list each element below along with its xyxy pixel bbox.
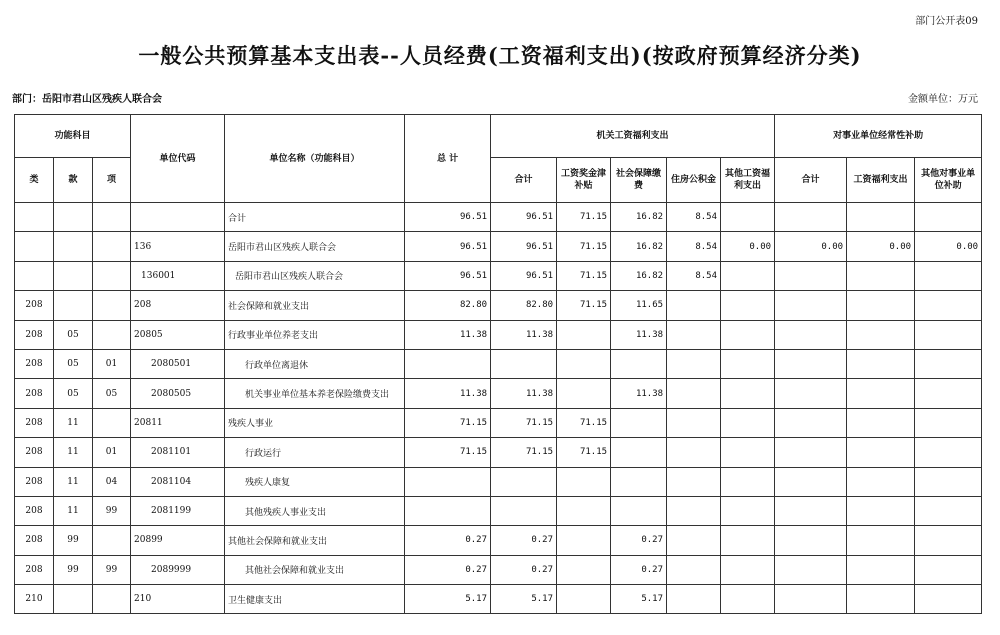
cell-pub-subtotal [775, 585, 847, 614]
cell-org-housing [667, 408, 721, 437]
cell-unit-code: 20899 [131, 526, 225, 555]
table-body [15, 203, 982, 614]
cell-pub-other [915, 379, 982, 408]
cell-xiang [93, 261, 131, 290]
cell-pub-other [915, 555, 982, 584]
cell-org-other [721, 261, 775, 290]
header-lei: 类 [15, 158, 54, 203]
cell-org-housing [667, 291, 721, 320]
cell-pub-welfare [847, 585, 915, 614]
cell-org-salary [557, 467, 611, 496]
cell-xiang [93, 408, 131, 437]
cell-unit-name: 社会保障和就业支出 [225, 291, 405, 320]
cell-org-housing: 8.54 [667, 232, 721, 261]
cell-org-subtotal: 96.51 [491, 261, 557, 290]
cell-org-salary [557, 526, 611, 555]
cell-unit-name: 残疾人康复 [225, 467, 405, 496]
cell-unit-name: 行政运行 [225, 438, 405, 467]
cell-pub-subtotal [775, 261, 847, 290]
cell-xiang: 04 [93, 467, 131, 496]
cell-org-subtotal: 96.51 [491, 232, 557, 261]
cell-pub-welfare [847, 320, 915, 349]
cell-org-salary: 71.15 [557, 291, 611, 320]
cell-xiang [93, 320, 131, 349]
cell-org-housing [667, 585, 721, 614]
table-row [15, 232, 982, 261]
table-row [15, 585, 982, 614]
cell-org-housing [667, 555, 721, 584]
cell-org-other [721, 496, 775, 525]
cell-pub-subtotal [775, 379, 847, 408]
cell-lei: 208 [15, 349, 54, 378]
header-pub-welfare: 工资福利支出 [847, 158, 915, 203]
cell-xiang: 99 [93, 555, 131, 584]
cell-org-social [611, 408, 667, 437]
cell-xiang [93, 291, 131, 320]
header-org-salary: 工资奖金津补贴 [557, 158, 611, 203]
cell-kuan [54, 261, 93, 290]
cell-pub-other [915, 408, 982, 437]
table-row [15, 203, 982, 232]
cell-org-subtotal [491, 467, 557, 496]
cell-pub-welfare [847, 467, 915, 496]
cell-org-social: 0.27 [611, 526, 667, 555]
cell-kuan [54, 291, 93, 320]
cell-total: 96.51 [405, 232, 491, 261]
cell-org-other [721, 379, 775, 408]
cell-org-social: 16.82 [611, 232, 667, 261]
cell-unit-name: 岳阳市君山区残疾人联合会 [225, 232, 405, 261]
header-func-subject: 功能科目 [15, 115, 131, 158]
cell-org-social: 16.82 [611, 261, 667, 290]
cell-org-social: 16.82 [611, 203, 667, 232]
cell-unit-name: 机关事业单位基本养老保险缴费支出 [225, 379, 405, 408]
cell-pub-other: 0.00 [915, 232, 982, 261]
department-label: 部门：岳阳市君山区残疾人联合会 [12, 94, 162, 105]
cell-pub-welfare [847, 261, 915, 290]
cell-org-salary [557, 585, 611, 614]
cell-org-housing [667, 467, 721, 496]
cell-pub-subtotal: 0.00 [775, 232, 847, 261]
cell-lei [15, 232, 54, 261]
cell-unit-name: 其他社会保障和就业支出 [225, 555, 405, 584]
cell-pub-welfare [847, 526, 915, 555]
cell-pub-other [915, 203, 982, 232]
cell-lei: 208 [15, 496, 54, 525]
cell-org-subtotal: 5.17 [491, 585, 557, 614]
cell-kuan: 05 [54, 349, 93, 378]
cell-org-other [721, 467, 775, 496]
cell-org-other [721, 438, 775, 467]
table-row [15, 467, 982, 496]
cell-lei: 208 [15, 379, 54, 408]
cell-org-subtotal: 82.80 [491, 291, 557, 320]
cell-unit-code: 2081199 [131, 496, 225, 525]
cell-org-other [721, 291, 775, 320]
cell-org-housing [667, 379, 721, 408]
cell-total: 71.15 [405, 408, 491, 437]
cell-total: 96.51 [405, 203, 491, 232]
table-row [15, 261, 982, 290]
cell-kuan: 05 [54, 320, 93, 349]
cell-org-social [611, 467, 667, 496]
cell-xiang: 01 [93, 438, 131, 467]
cell-lei: 210 [15, 585, 54, 614]
cell-xiang [93, 203, 131, 232]
cell-unit-code: 208 [131, 291, 225, 320]
cell-xiang: 05 [93, 379, 131, 408]
table-row [15, 555, 982, 584]
table-row [15, 320, 982, 349]
cell-total: 0.27 [405, 526, 491, 555]
cell-kuan: 11 [54, 496, 93, 525]
header-xiang: 项 [93, 158, 131, 203]
cell-pub-welfare: 0.00 [847, 232, 915, 261]
table-number-label: 部门公开表09 [915, 16, 978, 27]
cell-unit-code: 2089999 [131, 555, 225, 584]
table-row [15, 291, 982, 320]
cell-org-salary [557, 496, 611, 525]
cell-org-salary [557, 320, 611, 349]
cell-xiang [93, 585, 131, 614]
cell-pub-welfare [847, 203, 915, 232]
cell-pub-welfare [847, 408, 915, 437]
cell-org-other [721, 203, 775, 232]
header-unit-name: 单位名称（功能科目） [225, 115, 405, 203]
cell-pub-welfare [847, 496, 915, 525]
cell-pub-subtotal [775, 467, 847, 496]
cell-kuan: 99 [54, 526, 93, 555]
cell-xiang [93, 232, 131, 261]
cell-pub-subtotal [775, 203, 847, 232]
cell-pub-other [915, 585, 982, 614]
cell-total: 71.15 [405, 438, 491, 467]
table-row [15, 496, 982, 525]
table-row [15, 526, 982, 555]
cell-total: 96.51 [405, 261, 491, 290]
cell-org-housing [667, 496, 721, 525]
cell-org-salary [557, 349, 611, 378]
cell-unit-name: 其他社会保障和就业支出 [225, 526, 405, 555]
cell-total [405, 467, 491, 496]
cell-unit-name: 卫生健康支出 [225, 585, 405, 614]
cell-org-social: 11.38 [611, 379, 667, 408]
cell-pub-subtotal [775, 349, 847, 378]
cell-total: 5.17 [405, 585, 491, 614]
cell-pub-other [915, 291, 982, 320]
cell-org-housing [667, 526, 721, 555]
cell-pub-subtotal [775, 526, 847, 555]
header-kuan: 款 [54, 158, 93, 203]
cell-org-salary: 71.15 [557, 203, 611, 232]
cell-xiang: 01 [93, 349, 131, 378]
cell-org-salary: 71.15 [557, 438, 611, 467]
cell-org-housing [667, 320, 721, 349]
cell-org-other [721, 526, 775, 555]
cell-lei: 208 [15, 291, 54, 320]
cell-lei [15, 203, 54, 232]
cell-lei [15, 261, 54, 290]
cell-kuan: 11 [54, 408, 93, 437]
cell-org-social: 5.17 [611, 585, 667, 614]
table-row [15, 438, 982, 467]
cell-pub-other [915, 349, 982, 378]
cell-org-housing [667, 438, 721, 467]
cell-org-other [721, 555, 775, 584]
cell-unit-code [131, 203, 225, 232]
cell-org-social [611, 496, 667, 525]
cell-org-subtotal [491, 349, 557, 378]
cell-unit-code: 136001 [131, 261, 225, 290]
unit-label: 金额单位：万元 [908, 94, 978, 105]
cell-pub-other [915, 438, 982, 467]
cell-org-other [721, 585, 775, 614]
cell-unit-name: 合计 [225, 203, 405, 232]
cell-org-subtotal: 71.15 [491, 438, 557, 467]
cell-pub-other [915, 526, 982, 555]
table-row [15, 408, 982, 437]
header-unit-code: 单位代码 [131, 115, 225, 203]
cell-pub-subtotal [775, 555, 847, 584]
cell-org-salary: 71.15 [557, 261, 611, 290]
cell-unit-code: 2080505 [131, 379, 225, 408]
cell-org-subtotal: 71.15 [491, 408, 557, 437]
cell-pub-welfare [847, 555, 915, 584]
cell-org-other: 0.00 [721, 232, 775, 261]
cell-kuan: 99 [54, 555, 93, 584]
cell-total: 11.38 [405, 379, 491, 408]
cell-kuan: 11 [54, 467, 93, 496]
table-row [15, 349, 982, 378]
cell-pub-subtotal [775, 438, 847, 467]
cell-pub-welfare [847, 379, 915, 408]
cell-total: 11.38 [405, 320, 491, 349]
cell-pub-other [915, 496, 982, 525]
table-row [15, 379, 982, 408]
cell-lei: 208 [15, 438, 54, 467]
cell-total: 82.80 [405, 291, 491, 320]
cell-unit-name: 行政事业单位养老支出 [225, 320, 405, 349]
header-pub-group: 对事业单位经常性补助 [775, 115, 982, 158]
cell-unit-code: 2080501 [131, 349, 225, 378]
cell-total: 0.27 [405, 555, 491, 584]
header-org-group: 机关工资福利支出 [491, 115, 775, 158]
cell-org-salary [557, 555, 611, 584]
cell-unit-code: 2081104 [131, 467, 225, 496]
cell-pub-subtotal [775, 408, 847, 437]
header-pub-subtotal: 合计 [775, 158, 847, 203]
header-total: 总 计 [405, 115, 491, 203]
cell-unit-name: 岳阳市君山区残疾人联合会 [225, 261, 405, 290]
cell-pub-welfare [847, 291, 915, 320]
cell-unit-name: 行政单位离退休 [225, 349, 405, 378]
cell-unit-code: 136 [131, 232, 225, 261]
cell-pub-other [915, 261, 982, 290]
cell-unit-code: 20805 [131, 320, 225, 349]
cell-org-subtotal: 11.38 [491, 320, 557, 349]
cell-pub-subtotal [775, 496, 847, 525]
cell-total [405, 349, 491, 378]
cell-unit-code: 210 [131, 585, 225, 614]
cell-lei: 208 [15, 526, 54, 555]
cell-unit-name: 残疾人事业 [225, 408, 405, 437]
cell-org-subtotal: 0.27 [491, 555, 557, 584]
cell-pub-subtotal [775, 320, 847, 349]
header-org-other: 其他工资福利支出 [721, 158, 775, 203]
cell-org-social [611, 349, 667, 378]
cell-kuan [54, 585, 93, 614]
cell-pub-subtotal [775, 291, 847, 320]
cell-kuan: 05 [54, 379, 93, 408]
cell-org-subtotal: 0.27 [491, 526, 557, 555]
cell-kuan: 11 [54, 438, 93, 467]
cell-pub-welfare [847, 438, 915, 467]
cell-org-social: 0.27 [611, 555, 667, 584]
cell-org-subtotal [491, 496, 557, 525]
page-title: 一般公共预算基本支出表--人员经费(工资福利支出)(按政府预算经济分类) [138, 43, 862, 68]
header-org-subtotal: 合计 [491, 158, 557, 203]
cell-unit-code: 2081101 [131, 438, 225, 467]
cell-kuan [54, 203, 93, 232]
cell-lei: 208 [15, 555, 54, 584]
cell-org-subtotal: 11.38 [491, 379, 557, 408]
cell-unit-name: 其他残疾人事业支出 [225, 496, 405, 525]
cell-org-subtotal: 96.51 [491, 203, 557, 232]
cell-lei: 208 [15, 408, 54, 437]
cell-org-salary [557, 379, 611, 408]
cell-org-housing: 8.54 [667, 203, 721, 232]
cell-unit-code: 20811 [131, 408, 225, 437]
cell-org-other [721, 349, 775, 378]
header-pub-other: 其他对事业单位补助 [915, 158, 982, 203]
cell-org-other [721, 408, 775, 437]
header-org-social: 社会保障缴费 [611, 158, 667, 203]
budget-table [14, 114, 982, 614]
cell-lei: 208 [15, 467, 54, 496]
cell-org-other [721, 320, 775, 349]
cell-org-social: 11.65 [611, 291, 667, 320]
cell-pub-welfare [847, 349, 915, 378]
cell-org-housing [667, 349, 721, 378]
cell-org-salary: 71.15 [557, 408, 611, 437]
cell-org-housing: 8.54 [667, 261, 721, 290]
cell-org-social: 11.38 [611, 320, 667, 349]
cell-org-social [611, 438, 667, 467]
header-org-housing: 住房公积金 [667, 158, 721, 203]
cell-lei: 208 [15, 320, 54, 349]
cell-org-salary: 71.15 [557, 232, 611, 261]
cell-total [405, 496, 491, 525]
cell-xiang: 99 [93, 496, 131, 525]
cell-kuan [54, 232, 93, 261]
cell-pub-other [915, 467, 982, 496]
cell-pub-other [915, 320, 982, 349]
cell-xiang [93, 526, 131, 555]
